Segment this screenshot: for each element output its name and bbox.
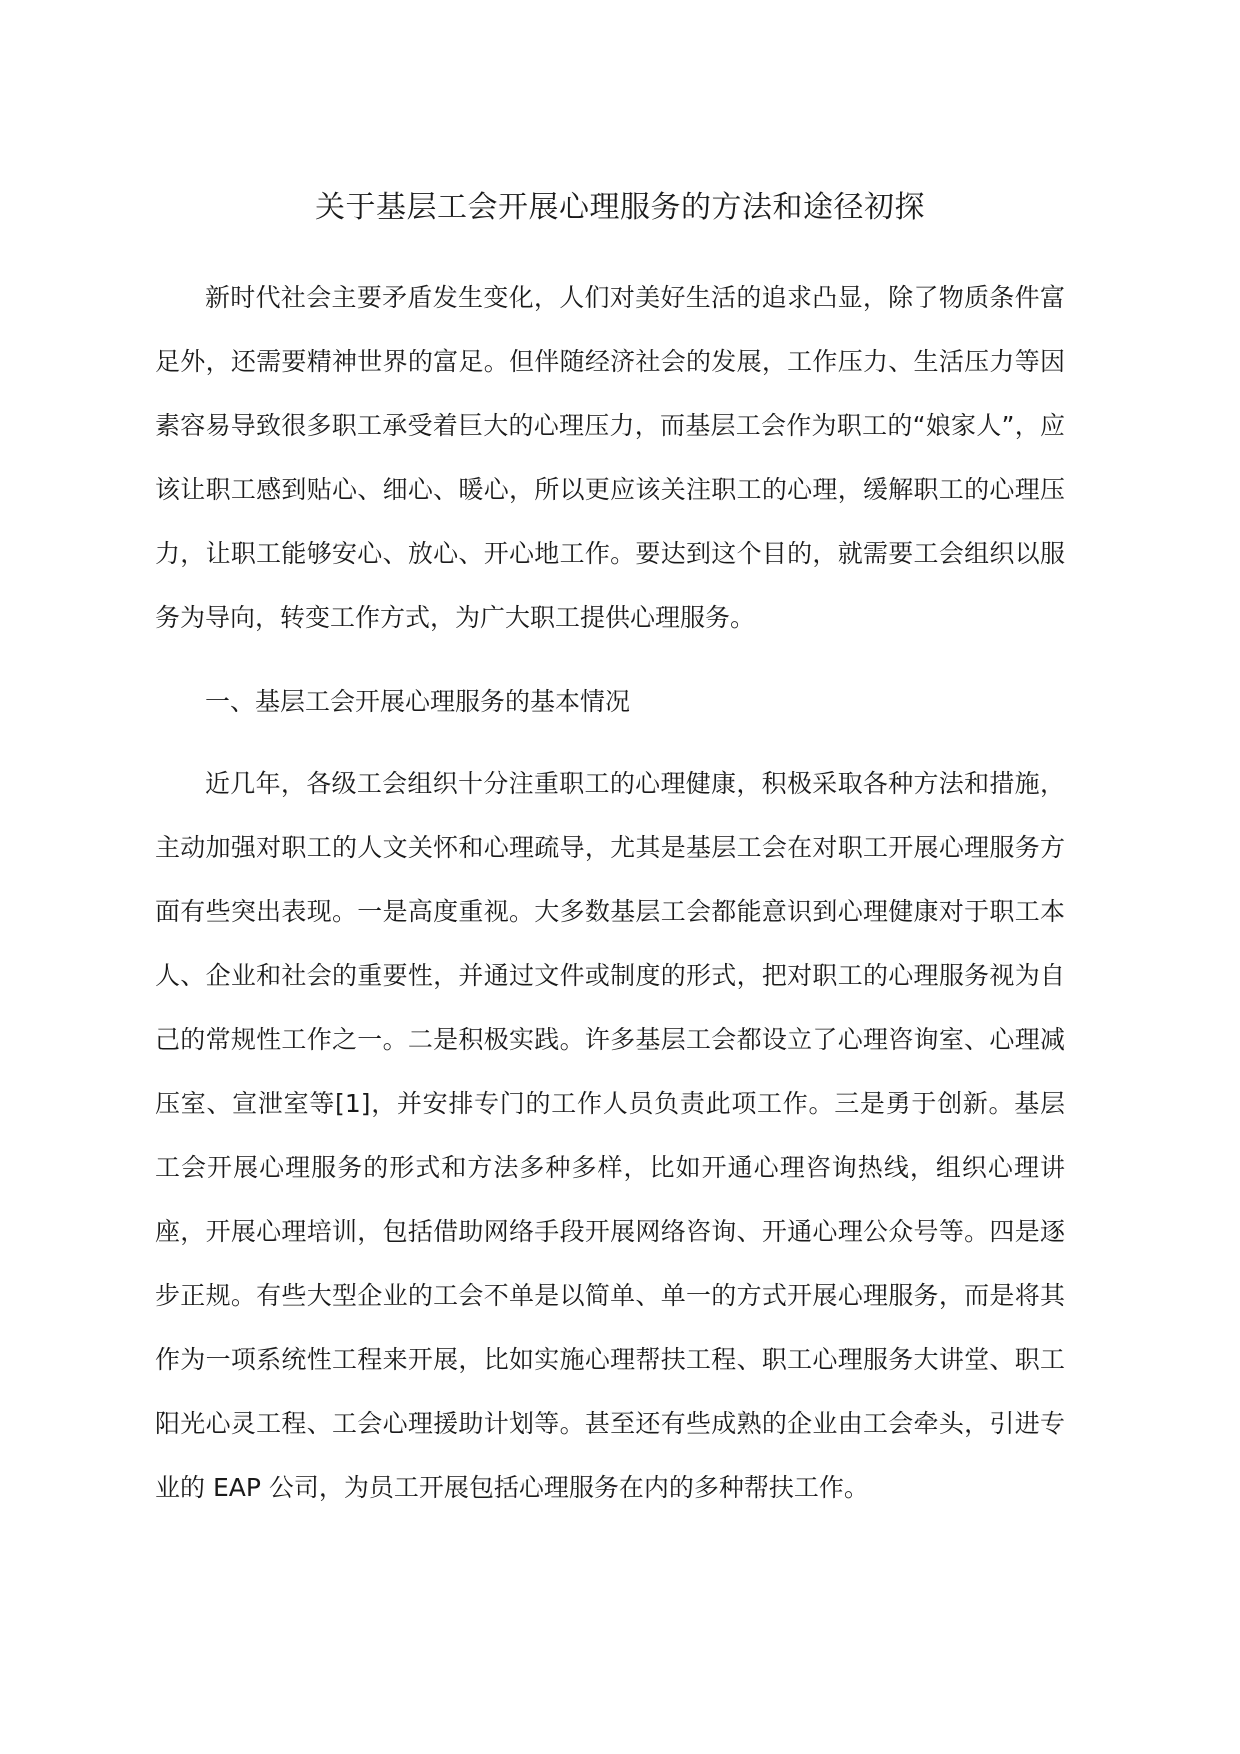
document-title: 关于基层工会开展心理服务的方法和途径初探 (315, 190, 925, 225)
section-heading: 一、基层工会开展心理服务的基本情况 (205, 687, 631, 716)
intro-paragraph: 新时代社会主要矛盾发生变化，人们对美好生活的追求凸显，除了物质条件富足外，还需要精神世界的富足。但伴随经济社会的发展，工作压力、生活压力等因素容易导致很多职工承受着巨大的心理压力，而基层工会作为职工的“娘家人”，应该让职工感到贴心、细心、暖心，所以更应该关注职工的心理，缓解职工的心理压力，让职工能够安心、放心、开心地工作。要达到这个目的，就需要工会组织以服务为导向，转变工作方式，为广大职工提供心理服务。 (155, 283, 1065, 632)
section-body-paragraph: 近几年，各级工会组织十分注重职工的心理健康，积极采取各种方法和措施，主动加强对职工的人文关怀和心理疏导，尤其是基层工会在对职工开展心理服务方面有些突出表现。一是高度重视。大多数基层工会都能意识到心理健康对于职工本人、企业和社会的重要性，并通过文件或制度的形式，把对职工的心理服务视为自己的常规性工作之一。二是积极实践。许多基层工会都设立了心理咨询室、心理减压室、宣泄室等[1]，并安排专门的工作人员负责此项工作。三是勇于创新。基层工会开展心理服务的形式和方法多种多样，比如开通心理咨询热线，组织心理讲座，开展心理培训，包括借助网络手段开展网络咨询、开通心理公众号等。四是逐步正规。有些大型企业的工会不单是以简单、单一的方式开展心理服务，而是将其作为一项系统性工程来开展，比如实施心理帮扶工程、职工心理服务大讲堂、职工阳光心灵工程、工会心理援助计划等。甚至还有些成熟的企业由工会牵头，引进专业的 EAP 公司，为员工开展包括心理服务在内的多种帮扶工作。 (155, 769, 1065, 1502)
